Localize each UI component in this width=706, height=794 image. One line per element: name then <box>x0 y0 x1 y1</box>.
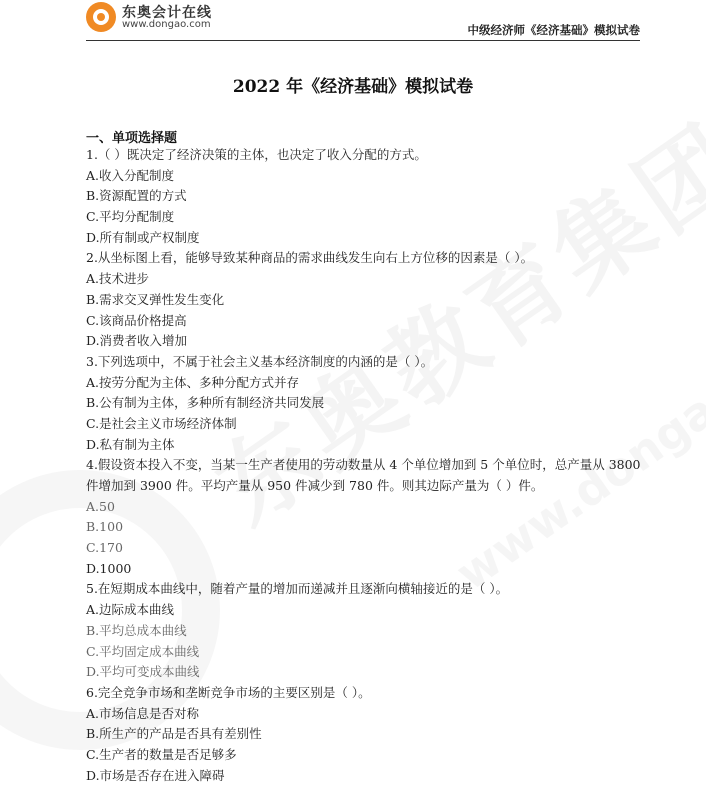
option-a: A.市场信息是否对称 <box>86 705 200 721</box>
question-3 <box>86 352 642 455</box>
option-a: A.边际成本曲线 <box>86 602 175 618</box>
option-d: D.私有制为主体 <box>86 436 175 452</box>
question-2 <box>86 248 642 351</box>
option-d: D.1000 <box>86 560 132 576</box>
brand-name: 东奥会计在线 <box>122 5 212 21</box>
option-b: B.平均总成本曲线 <box>86 622 187 638</box>
option-d: D.平均可变成本曲线 <box>86 664 200 680</box>
option-a: A.按劳分配为主体、多种分配方式并存 <box>86 374 300 390</box>
option-b: B.所生产的产品是否具有差别性 <box>86 726 262 742</box>
question-4 <box>86 455 642 579</box>
question-stem: 1.（ ）既决定了经济决策的主体，也决定了收入分配的方式。 <box>86 147 427 162</box>
option-c: C.生产者的数量是否足够多 <box>86 746 237 762</box>
brand-url: www.dongao.com <box>122 19 211 30</box>
page-header <box>0 0 706 44</box>
header-divider <box>86 40 640 41</box>
question-6 <box>86 683 642 786</box>
section-heading: 一、单项选择题 <box>86 131 178 146</box>
option-d: D.所有制或产权制度 <box>86 229 200 245</box>
question-stem: 6.完全竞争市场和垄断竞争市场的主要区别是（ ）。 <box>86 684 371 700</box>
question-stem: 5.在短期成本曲线中，随着产量的增加而递减并且逐渐向横轴接近的是（ ）。 <box>86 581 509 597</box>
option-d: D.消费者收入增加 <box>86 333 188 349</box>
option-c: C.170 <box>86 540 123 556</box>
option-b: B.100 <box>86 519 124 535</box>
option-a: A.技术进步 <box>86 271 150 287</box>
question-stem: 3.下列选项中，不属于社会主义基本经济制度的内涵的是（ ）。 <box>86 353 434 369</box>
doc-series-title: 中级经济师《经济基础》模拟试卷 <box>467 23 640 37</box>
question-stem: 2.从坐标图上看，能够导致某种商品的需求曲线发生向右上方位移的因素是（ ）。 <box>86 250 534 266</box>
page-title: 2022 年《经济基础》模拟试卷 <box>232 77 474 97</box>
option-b: B.公有制为主体，多种所有制经济共同发展 <box>86 395 325 411</box>
option-b: B.资源配置的方式 <box>86 188 187 204</box>
option-a: A.50 <box>86 498 115 514</box>
option-c: C.是社会主义市场经济体制 <box>86 415 237 431</box>
question-1 <box>86 145 642 248</box>
option-a: A.收入分配制度 <box>86 167 175 183</box>
question-list <box>86 145 642 786</box>
option-c: C.该商品价格提高 <box>86 312 187 328</box>
option-b: B.需求交叉弹性发生变化 <box>86 291 225 307</box>
option-d: D.市场是否存在进入障碍 <box>86 767 225 783</box>
question-stem: 4.假设资本投入不变，当某一生产者使用的劳动数量从 4 个单位增加到 5 个单位时，总产量从 3800 件增加到 3900 件。平均产量从 950 件减少到 780 件。则其边际产量为（ ）件。 <box>86 457 641 494</box>
option-c: C.平均分配制度 <box>86 209 175 225</box>
question-5 <box>86 579 642 682</box>
dongao-logo-icon <box>86 2 116 32</box>
option-c: C.平均固定成本曲线 <box>86 643 200 659</box>
